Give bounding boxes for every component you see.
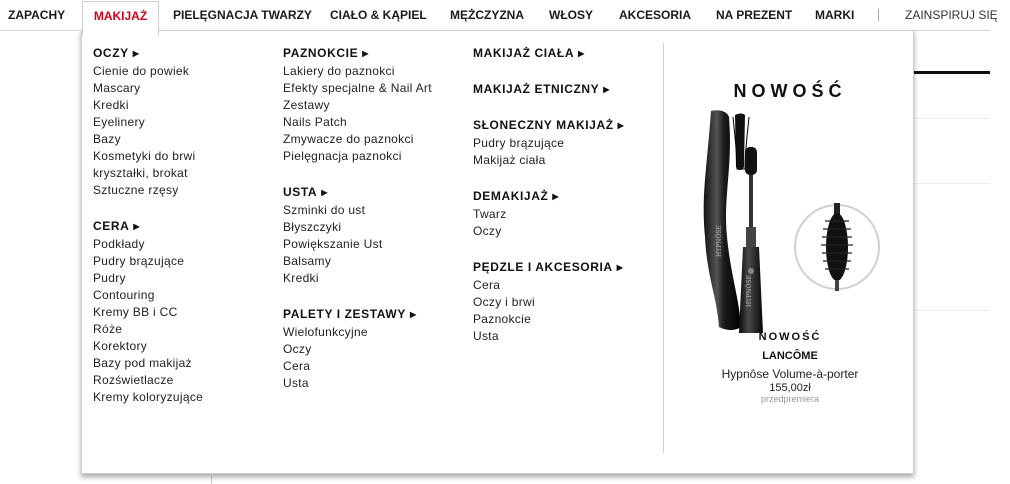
category-usta [283,184,432,287]
arrow-right-icon: ▶ [133,222,141,231]
category-pedzle-i-akcesoria [473,259,624,345]
menu-link[interactable]: Pudry [93,271,126,285]
svg-text:HYPNÔSE: HYPNÔSE [716,225,723,257]
menu-link[interactable]: Pielęgnacja paznokci [283,149,402,163]
menu-link[interactable]: Lakiery do paznokci [283,64,395,78]
menu-link[interactable]: Kremy koloryzujące [93,390,204,404]
category-heading[interactable] [473,81,624,98]
menu-column-2 [283,45,432,411]
nav-item-zapachy[interactable]: ZAPACHY [8,8,66,22]
main-nav [0,0,1010,30]
promo-badge: NOWOŚĆ [758,331,822,343]
svg-text:HYPNÔSE: HYPNÔSE [746,275,753,307]
nav-item-pielegnacja-twarzy[interactable]: PIELĘGNACJA TWARZY [173,8,312,22]
menu-link[interactable]: Sztuczne rzęsy [93,183,179,197]
menu-link[interactable]: Wielofunkcyjne [283,325,368,339]
menu-link[interactable]: Oczy [473,224,502,238]
menu-link[interactable]: kryształki, brokat [93,166,188,180]
arrow-right-icon: ▶ [603,85,611,94]
menu-link[interactable]: Makijaż ciała [473,153,546,167]
nav-item-mezczyzna[interactable]: MĘŻCZYZNA [450,8,524,22]
menu-link[interactable]: Kremy BB i CC [93,305,178,319]
menu-link[interactable]: Kredki [283,271,319,285]
product-note: przedpremiera [760,394,820,404]
menu-link[interactable]: Rozświetlacze [93,373,174,387]
category-title: PALETY I ZESTAWY [283,307,406,321]
category-title: MAKIJAŻ ETNICZNY [473,82,600,96]
category-title: CERA [93,219,130,233]
category-heading[interactable] [93,218,203,235]
menu-link[interactable]: Usta [473,329,499,343]
arrow-right-icon: ▶ [409,310,417,319]
category-makijaz-ciala [473,45,624,62]
arrow-right-icon: ▶ [616,263,624,272]
menu-link[interactable]: Zmywacze do paznokci [283,132,414,146]
nav-item-marki[interactable]: MARKI [815,8,855,22]
category-heading[interactable] [473,259,624,276]
menu-link[interactable]: Twarz [473,207,507,221]
menu-link[interactable]: Oczy [283,342,312,356]
category-makijaz-etniczny [473,81,624,98]
menu-link[interactable]: Balsamy [283,254,332,268]
category-cera [93,218,203,406]
arrow-right-icon: ▶ [321,188,328,197]
page-divider [914,183,990,184]
nav-item-wlosy[interactable]: WŁOSY [549,8,593,22]
arrow-right-icon: ▶ [578,49,585,58]
category-heading[interactable] [283,306,432,323]
menu-link[interactable]: Korektory [93,339,148,353]
arrow-right-icon: ▶ [132,49,140,58]
category-title: SŁONECZNY MAKIJAŻ [473,118,614,132]
menu-column-1 [93,45,203,425]
arrow-right-icon: ▶ [362,49,369,58]
category-sloneczny-makijaz [473,117,624,169]
menu-link[interactable]: Oczy i brwi [473,295,535,309]
menu-link[interactable]: Nails Patch [283,115,347,129]
nav-item-na-prezent[interactable]: NA PREZENT [716,8,793,22]
category-palety-i-zestawy [283,306,432,392]
product-name[interactable]: Hypnôse Volume-à-porter [721,367,859,381]
page-divider [914,310,990,311]
category-title: PAZNOKCIE [283,46,359,60]
menu-link[interactable]: Szminki do ust [283,203,366,217]
category-heading[interactable] [473,117,624,134]
menu-link[interactable]: Bazy pod makijaż [93,356,192,370]
menu-link[interactable]: Cera [283,359,311,373]
menu-link[interactable]: Zestawy [283,98,330,112]
nav-item-zainspiruj-sie[interactable]: ZAINSPIRUJ SIĘ [905,8,998,22]
nav-separator [878,9,879,21]
menu-link[interactable]: Paznokcie [473,312,532,326]
menu-link[interactable]: Efekty specjalne & Nail Art [283,81,432,95]
page-divider [914,118,990,119]
nav-item-cialo-kapiel[interactable]: CIAŁO & KĄPIEL [330,8,427,22]
category-heading[interactable] [93,45,203,62]
menu-link[interactable]: Podkłady [93,237,145,251]
menu-link[interactable]: Cera [473,278,501,292]
category-title: USTA [283,185,318,199]
category-title: MAKIJAŻ CIAŁA [473,46,575,60]
category-heading[interactable] [473,188,624,205]
arrow-right-icon: ▶ [552,192,560,201]
menu-link[interactable]: Kredki [93,98,129,112]
category-title: PĘDZLE I AKCESORIA [473,260,613,274]
category-demakijaz [473,188,624,240]
category-paznokcie [283,45,432,165]
category-heading[interactable] [473,45,624,62]
menu-link[interactable]: Róże [93,322,123,336]
category-title: OCZY [93,46,129,60]
category-heading[interactable] [283,184,432,201]
menu-link[interactable]: Kosmetyki do brwi [93,149,196,163]
menu-link[interactable]: Bazy [93,132,121,146]
menu-link[interactable]: Pudry brązujące [473,136,565,150]
makijaz-dropdown-menu [81,30,914,474]
category-heading[interactable] [283,45,432,62]
menu-link[interactable]: Cienie do powiek [93,64,190,78]
menu-link[interactable]: Mascary [93,81,141,95]
product-brand[interactable]: LANCÔME [762,350,818,362]
product-price: 155,00zł [769,382,811,394]
page-divider [211,476,212,484]
menu-link[interactable]: Pudry brązujące [93,254,185,268]
menu-link[interactable]: Eyelinery [93,115,146,129]
arrow-right-icon: ▶ [617,121,625,130]
menu-link[interactable]: Powiększanie Ust [283,237,383,251]
mascara-product-image[interactable] [697,107,897,333]
promo-divider [663,43,664,453]
nav-item-makijaz[interactable]: MAKIJAŻ [82,1,159,35]
menu-column-3 [473,45,624,364]
promo-title: NOWOŚĆ [733,81,847,101]
menu-link[interactable]: Usta [283,376,309,390]
category-oczy [93,45,203,199]
nav-item-akcesoria[interactable]: AKCESORIA [619,8,692,22]
category-title: DEMAKIJAŻ [473,189,549,203]
promo-card[interactable] [667,31,913,451]
menu-link[interactable]: Błyszczyki [283,220,342,234]
menu-link[interactable]: Contouring [93,288,155,302]
